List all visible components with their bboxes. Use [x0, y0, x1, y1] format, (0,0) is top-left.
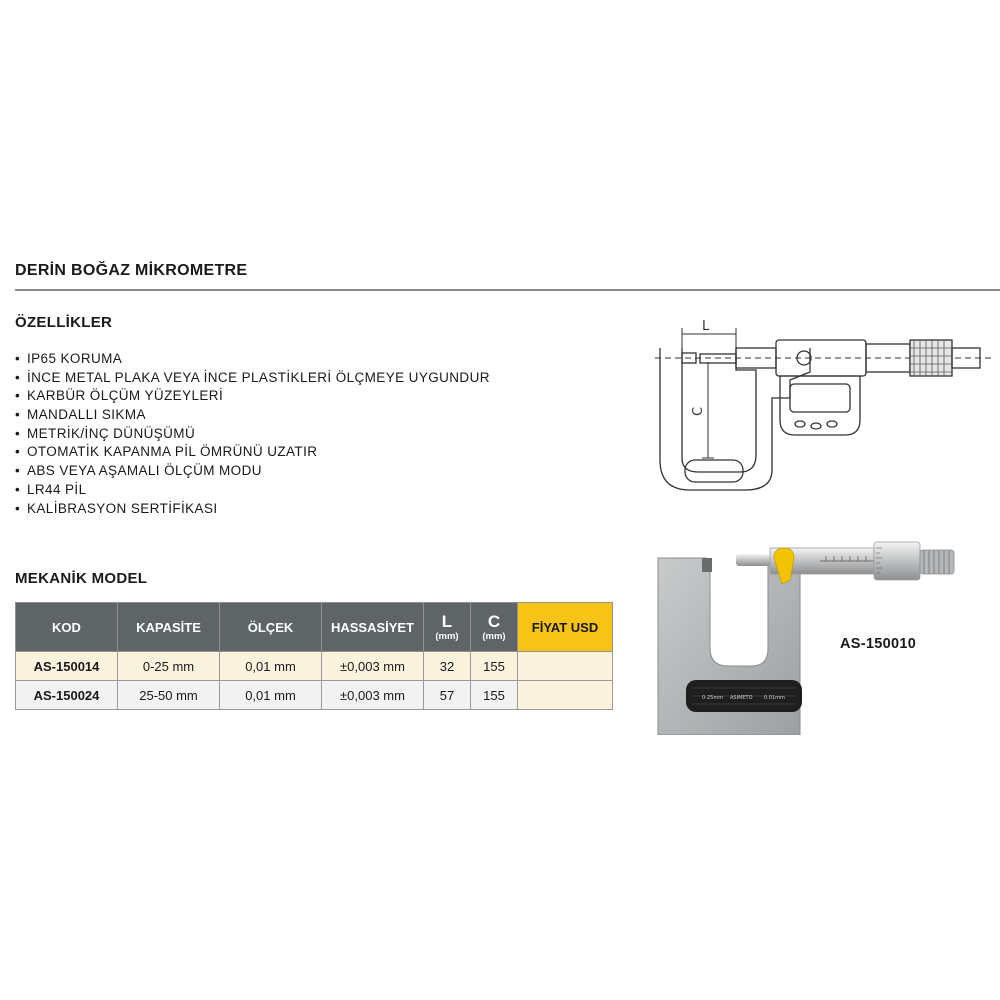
col-header-c-unit: (mm)	[482, 630, 506, 642]
list-item	[15, 481, 490, 500]
dim-l-label: L	[702, 319, 710, 334]
dim-c-label: C	[691, 406, 706, 416]
bullet-icon: •	[15, 425, 21, 441]
product-code-label: AS-150010	[840, 636, 917, 652]
feature-text: MANDALLI SIKMA	[27, 407, 146, 423]
cell-capacity: 25-50 mm	[118, 681, 220, 710]
cell-l: 32	[424, 652, 471, 681]
cell-accuracy: ±0,003 mm	[322, 681, 424, 710]
bullet-icon: •	[15, 388, 21, 404]
model-heading: MEKANİK MODEL	[15, 570, 148, 587]
feature-text: İNCE METAL PLAKA VEYA İNCE PLASTİKLERİ ÖLÇMEYE UYGUNDUR	[27, 369, 490, 385]
bullet-icon: •	[15, 481, 21, 497]
table-header-row	[16, 603, 613, 652]
bullet-icon: •	[15, 351, 21, 366]
micrometer-photo	[650, 540, 970, 735]
table-row	[16, 681, 613, 710]
bullet-icon: •	[15, 369, 21, 385]
display-window	[790, 384, 850, 412]
list-item	[15, 406, 490, 425]
col-header-code: KOD	[16, 603, 118, 652]
col-header-l-label: L	[441, 611, 453, 631]
feature-text: LR44 PİL	[27, 481, 87, 497]
list-item	[15, 369, 490, 388]
col-header-c-label: C	[487, 611, 501, 631]
list-item	[15, 425, 490, 444]
feature-text: OTOMATİK KAPANMA PİL ÖMRÜNÜ UZATIR	[27, 444, 318, 460]
title-divider	[15, 289, 1000, 291]
cell-price	[518, 681, 613, 710]
col-header-accuracy: HASSASİYET	[322, 603, 424, 652]
feature-text: KARBÜR ÖLÇÜM YÜZEYLERİ	[27, 388, 224, 404]
features-list	[15, 350, 490, 518]
cell-price	[518, 652, 613, 681]
bullet-icon: •	[15, 463, 21, 479]
col-header-l	[424, 603, 471, 652]
spec-table	[15, 602, 613, 710]
cell-capacity: 0-25 mm	[118, 652, 220, 681]
cell-code: AS-150024	[16, 681, 118, 710]
cell-scale: 0,01 mm	[220, 681, 322, 710]
col-header-scale: ÖLÇEK	[220, 603, 322, 652]
list-item	[15, 443, 490, 462]
micrometer-technical-drawing	[640, 310, 1000, 500]
bullet-icon: •	[15, 407, 21, 423]
col-header-c	[471, 603, 518, 652]
plate-resolution-text: 0.01mm	[764, 695, 785, 701]
feature-text: METRİK/İNÇ DÜNÜŞÜMÜ	[27, 425, 196, 441]
table-row	[16, 652, 613, 681]
list-item	[15, 500, 490, 519]
bullet-icon: •	[15, 500, 21, 516]
cell-l: 57	[424, 681, 471, 710]
button-1	[795, 421, 805, 427]
bullet-icon: •	[15, 444, 21, 460]
button-3	[827, 421, 837, 427]
button-2	[811, 423, 821, 429]
feature-text: ABS VEYA AŞAMALI ÖLÇÜM MODU	[27, 463, 262, 479]
list-item	[15, 462, 490, 481]
anvil	[702, 558, 712, 572]
knurled-grip	[910, 340, 952, 376]
page-title: DERİN BOĞAZ MİKROMETRE	[15, 262, 248, 279]
feature-text: KALİBRASYON SERTİFİKASI	[27, 500, 218, 516]
frame-window	[685, 460, 743, 482]
cell-c: 155	[471, 681, 518, 710]
spindle	[736, 554, 770, 566]
col-header-capacity: KAPASİTE	[118, 603, 220, 652]
cell-accuracy: ±0,003 mm	[322, 652, 424, 681]
features-heading: ÖZELLİKLER	[15, 314, 113, 331]
cell-c: 155	[471, 652, 518, 681]
col-header-l-unit: (mm)	[435, 630, 459, 642]
list-item	[15, 350, 490, 369]
brand-logo: ASIMETO	[730, 695, 753, 701]
cell-code: AS-150014	[16, 652, 118, 681]
cell-scale: 0,01 mm	[220, 652, 322, 681]
list-item	[15, 387, 490, 406]
plate-range-text: 0-25mm	[702, 695, 724, 701]
feature-text: IP65 KORUMA	[27, 351, 123, 366]
col-header-price: FİYAT USD	[518, 603, 613, 652]
